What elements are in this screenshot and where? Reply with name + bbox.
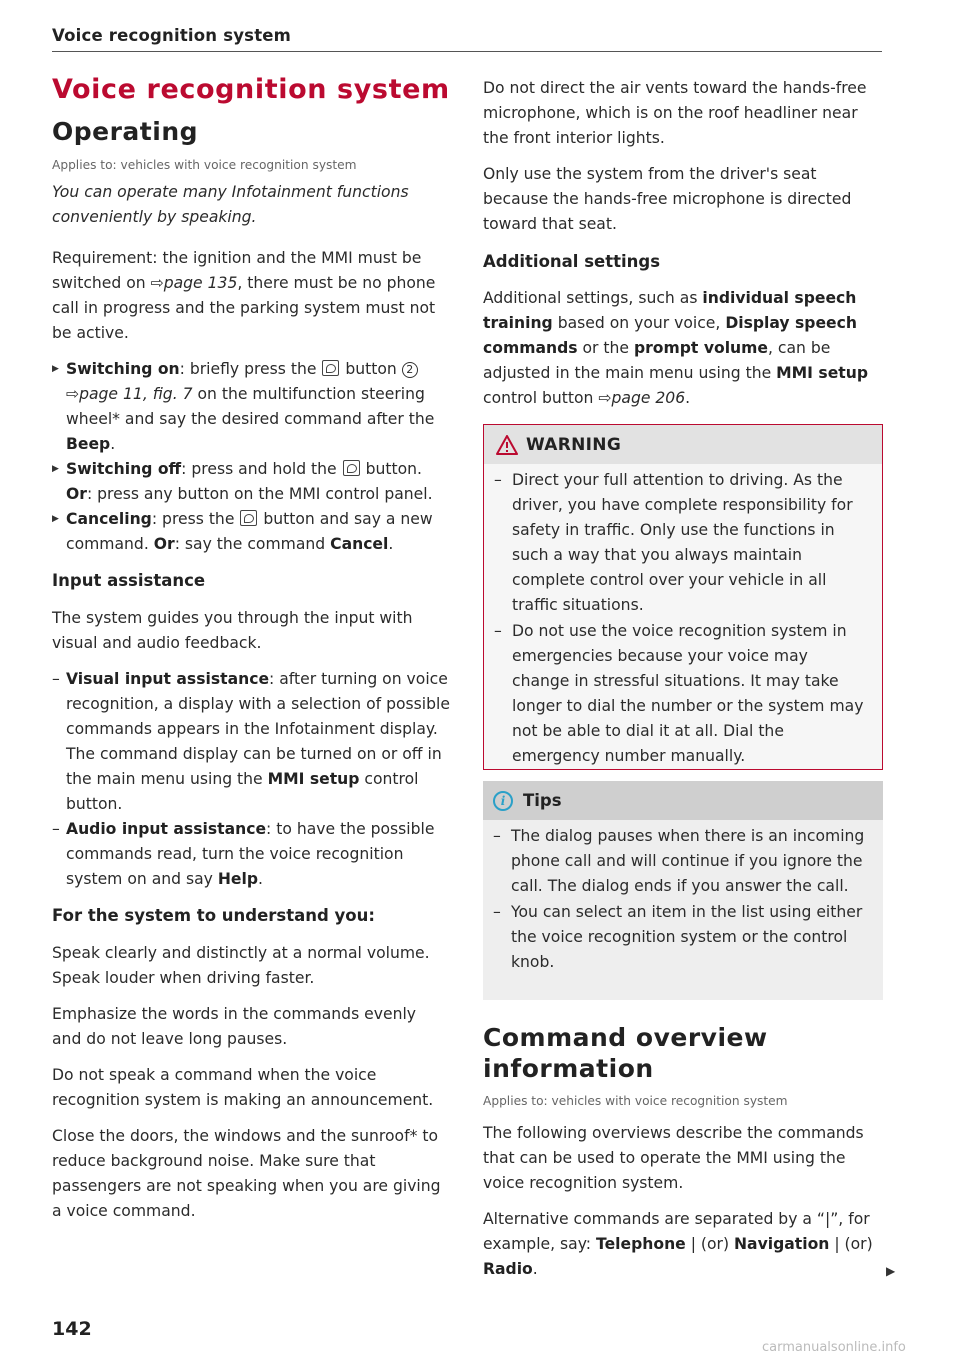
visual-assistance-text: : after turning on voice recognition, a display with a selection of possible commands appears in the Infotainment display. The command display can be turned on or off in the main menu using the	[66, 670, 450, 788]
next-page-arrow-icon[interactable]: ▶	[886, 1264, 896, 1278]
or-label: Or	[153, 535, 175, 553]
prompt-volume-label: prompt volume	[633, 339, 768, 357]
canceling-text-3: : say the command	[174, 535, 331, 553]
input-assistance-heading: Input assistance	[52, 571, 206, 590]
additional-text-2: based on your voice,	[552, 314, 726, 332]
additional-settings-heading: Additional settings	[483, 252, 661, 271]
canceling-label: Canceling	[66, 510, 152, 528]
warning-list	[484, 464, 882, 769]
page-link-arrow-icon: ⇨	[598, 389, 612, 407]
switching-off-label: Switching off	[66, 460, 182, 478]
alternative-commands-paragraph	[483, 1207, 883, 1282]
canceling-item	[52, 507, 454, 557]
separator-or: | (or)	[829, 1235, 873, 1253]
assistance-list	[52, 667, 452, 892]
radio-command: Radio	[483, 1260, 533, 1278]
page-link-arrow-icon: ⇨	[66, 385, 80, 403]
warning-box	[483, 424, 883, 770]
help-command: Help	[217, 870, 259, 888]
understand-paragraph-1: Speak clearly and distinctly at a normal volume. Speak louder when driving faster.	[52, 944, 430, 987]
operation-list	[52, 357, 454, 557]
running-head-title: Voice recognition system	[52, 26, 292, 45]
or-label: Or	[66, 485, 87, 503]
mmi-setup-label: MMI setup	[267, 770, 360, 788]
input-assistance-text: The system guides you through the input with visual and audio feedback.	[52, 609, 413, 652]
switching-on-text-2: button	[340, 360, 402, 378]
header-divider	[52, 51, 882, 52]
period: .	[532, 1260, 538, 1278]
telephone-command: Telephone	[596, 1235, 686, 1253]
additional-text-3: or the	[577, 339, 634, 357]
warning-item: – Direct your full attention to driving. As the driver, you have complete responsibility for safety in traffic. Only use the functions in such a way that you always maintain complete control over your vehicle in all traffic situations.	[494, 468, 870, 618]
canceling-text: : press the	[151, 510, 240, 528]
alternative-text: Alternative commands are separated by a “|”, for example, say:	[483, 1210, 870, 1253]
tips-title: Tips	[523, 791, 562, 810]
command-overview-title: Command overview information	[483, 1023, 768, 1083]
navigation-command: Navigation	[734, 1235, 830, 1253]
additional-settings-paragraph	[483, 286, 885, 411]
switching-off-text-3: : press any button on the MMI control panel.	[86, 485, 433, 503]
additional-text-1: Additional settings, such as	[483, 289, 703, 307]
page-link-135[interactable]: page 135	[163, 274, 238, 292]
cancel-command: Cancel	[330, 535, 389, 553]
mmi-setup-label: MMI setup	[776, 364, 868, 382]
switching-on-item	[52, 357, 454, 457]
voice-recognition-button-icon	[343, 460, 360, 476]
requirement-text-end: , there must be no phone call in progress and the parking system must not be active.	[52, 274, 436, 342]
switching-off-item	[52, 457, 454, 507]
watermark: carmanualsonline.info	[762, 1340, 906, 1355]
visual-assistance-text-end: control button.	[66, 770, 419, 813]
period: .	[110, 435, 116, 453]
warning-title: WARNING	[526, 434, 622, 455]
applies-to-note: Applies to: vehicles with voice recognition system	[52, 158, 357, 172]
tips-list	[483, 820, 883, 975]
tip-item: – You can select an item in the list using either the voice recognition system or the control knob.	[493, 900, 871, 975]
command-overview-applies: Applies to: vehicles with voice recognition system	[483, 1094, 788, 1108]
tip-item: – The dialog pauses when there is an incoming phone call and will continue if you ignore the call. The dialog ends if you answer the call.	[493, 824, 871, 899]
separator-or: | (or)	[685, 1235, 734, 1253]
visual-assistance-item	[52, 667, 452, 817]
voice-recognition-button-icon	[240, 510, 257, 526]
understand-paragraph-3: Do not speak a command when the voice recognition system is making an announcement.	[52, 1066, 434, 1109]
visual-assistance-label: Visual input assistance	[66, 670, 270, 688]
understand-heading: For the system to understand you:	[52, 906, 375, 925]
understand-paragraph-4: Close the doors, the windows and the sunroof* to reduce background noise. Make sure that passengers are not speaking when you are giving a voice command.	[52, 1127, 441, 1220]
beep-command: Beep	[66, 435, 111, 453]
additional-text-5: control button	[483, 389, 599, 407]
switching-off-text: : press and hold the	[181, 460, 342, 478]
section-title-operating: Operating	[52, 117, 199, 146]
individual-training-label: individual speech training	[483, 289, 857, 332]
switching-off-text-2: button.	[360, 460, 422, 478]
voice-recognition-button-icon	[322, 360, 339, 376]
warning-item: – Do not use the voice recognition system in emergencies because your voice may change in stressful situations. It may take longer to dial the number or the system may not be able to dial it at all. Dial the emergency number manually.	[494, 619, 870, 769]
understand-paragraph-2: Emphasize the words in the commands evenly and do not leave long pauses.	[52, 1005, 417, 1048]
audio-assistance-item	[52, 817, 452, 892]
audio-assistance-label: Audio input assistance	[66, 820, 267, 838]
info-icon: i	[493, 791, 513, 811]
intro-text: You can operate many Infotainment functions conveniently by speaking.	[52, 183, 409, 226]
period: .	[388, 535, 394, 553]
driver-seat-paragraph: Only use the system from the driver's seat because the hands-free microphone is directed toward that seat.	[483, 165, 852, 233]
tips-header	[483, 781, 883, 820]
period: .	[685, 389, 691, 407]
display-commands-label: Display speech commands	[483, 314, 857, 357]
warning-header	[484, 425, 882, 464]
page-title: Voice recognition system	[52, 74, 450, 105]
command-overview-paragraph: The following overviews describe the commands that can be used to operate the MMI using the voice recognition system.	[483, 1124, 864, 1192]
requirement-text: Requirement: the ignition and the MMI must be switched on	[52, 249, 422, 292]
additional-text-4: , can be adjusted in the main menu using the	[483, 339, 831, 382]
page-link-11[interactable]: page 11, fig. 7	[79, 385, 193, 403]
switching-on-text: : briefly press the	[179, 360, 322, 378]
period: .	[258, 870, 263, 888]
canceling-text-2: button and say a new command.	[66, 510, 433, 553]
callout-number-icon: 2	[402, 362, 418, 378]
switching-on-label: Switching on	[66, 360, 180, 378]
audio-assistance-text: : to have the possible commands read, turn the voice recognition system on and say	[66, 820, 435, 888]
page-link-arrow-icon: ⇨	[150, 274, 164, 292]
tips-box	[483, 781, 883, 1000]
requirement-paragraph	[52, 246, 454, 346]
air-vents-paragraph: Do not direct the air vents toward the hands-free microphone, which is on the roof headliner near the front interior lights.	[483, 79, 867, 147]
page-link-206[interactable]: page 206	[611, 389, 686, 407]
switching-on-text-3: on the multifunction steering wheel* and say the desired command after the	[66, 385, 435, 428]
page-number: 142	[52, 1318, 92, 1340]
warning-triangle-icon	[496, 435, 518, 455]
